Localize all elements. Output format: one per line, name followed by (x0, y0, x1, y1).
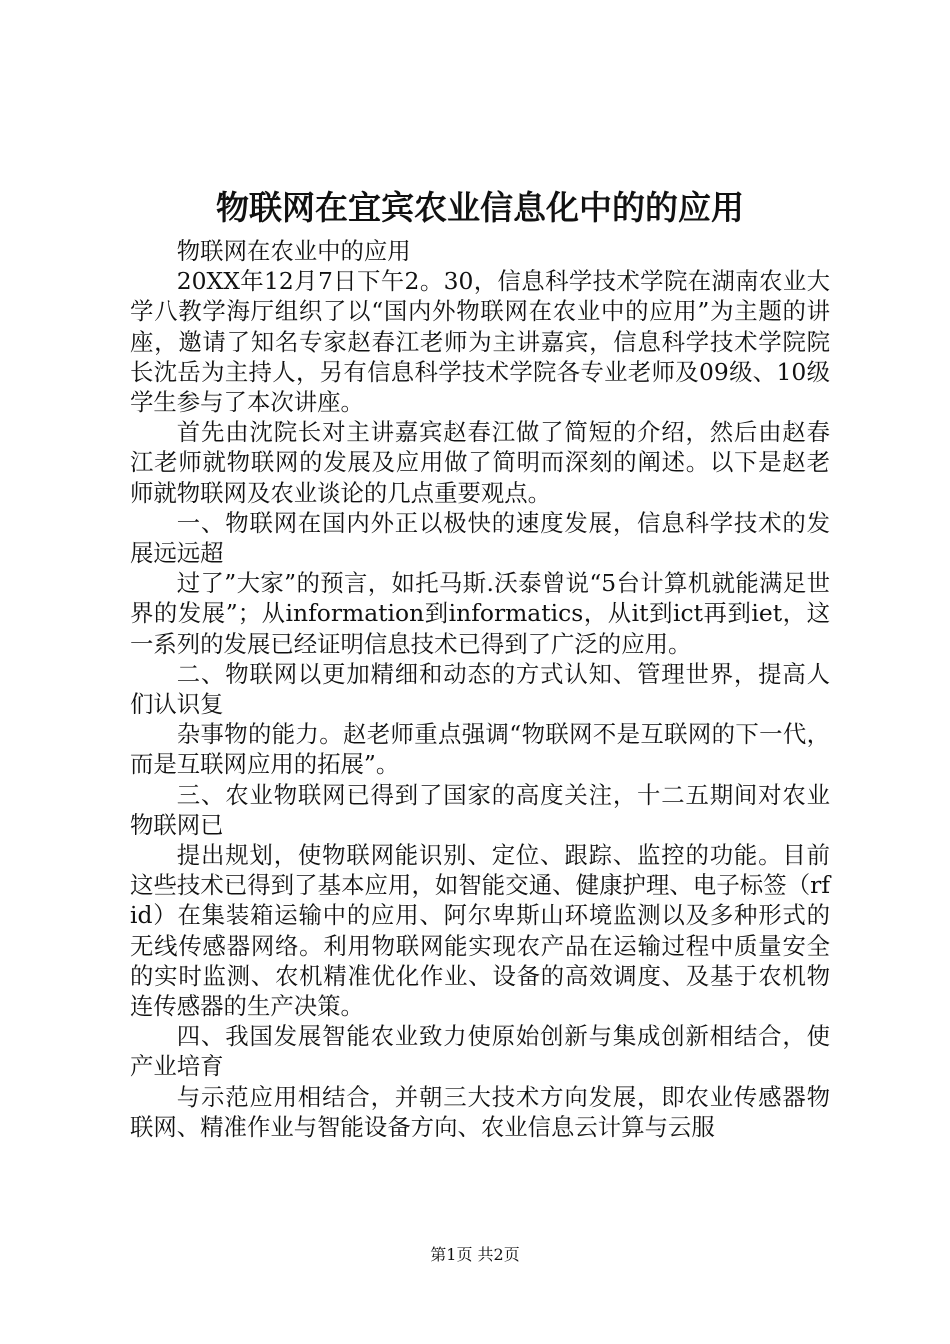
paragraph: 三、农业物联网已得到了国家的高度关注，十二五期间对农业物联网已 (130, 780, 830, 839)
page-footer (0, 1244, 950, 1266)
paragraph: 20XX年12月7日下午2。30，信息科学技术学院在湖南农业大学八教学海厅组织了以“国内外物联网在农业中的应用”为主题的讲座，邀请了知名专家赵春江老师为主讲嘉宾，信息科学技术学院院长沈岳为主持人，另有信息科学技术学院各专业老师及09级、10级学生参与了本次讲座。 (130, 267, 830, 417)
document-body (130, 236, 830, 1142)
paragraph: 过了”大家”的预言，如托马斯.沃泰曾说“5台计算机就能满足世界的发展”；从information到informatics，从it到ict再到iet，这一系列的发展已经证明信息技术已得到了广泛的应用。 (130, 569, 830, 658)
paragraph: 二、物联网以更加精细和动态的方式认知、管理世界，提高人们认识复 (130, 659, 830, 719)
page-indicator: 第1页 共2页 (430, 1245, 520, 1264)
document-title: 物联网在宜宾农业信息化中的的应用 (216, 188, 744, 227)
paragraph: 与示范应用相结合，并朝三大技术方向发展，即农业传感器物联网、精准作业与智能设备方向、农业信息云计算与云服 (130, 1082, 830, 1141)
paragraph: 一、物联网在国内外正以极快的速度发展，信息科学技术的发展远远超 (130, 508, 830, 568)
paragraph: 物联网在农业中的应用 (176, 237, 411, 265)
paragraph: 杂事物的能力。赵老师重点强调“物联网不是互联网的下一代，而是互联网应用的拓展”。 (130, 720, 830, 779)
paragraph: 提出规划，使物联网能识别、定位、跟踪、监控的功能。目前这些技术已得到了基本应用，如智能交通、健康护理、电子标签（rfid）在集装箱运输中的应用、阿尔卑斯山环境监测以及多种形式的无线传感器网络。利用物联网能实现农产品在运输过程中质量安全的实时监测、农机精准优化作业、设备的高效调度、及基于农机物连传感器的生产决策。 (130, 841, 830, 1021)
paragraph: 四、我国发展智能农业致力使原始创新与集成创新相结合，使产业培育 (130, 1022, 830, 1081)
paragraph: 首先由沈院长对主讲嘉宾赵春江做了简短的介绍，然后由赵春江老师就物联网的发展及应用做了简明而深刻的阐述。以下是赵老师就物联网及农业谈论的几点重要观点。 (130, 418, 830, 507)
